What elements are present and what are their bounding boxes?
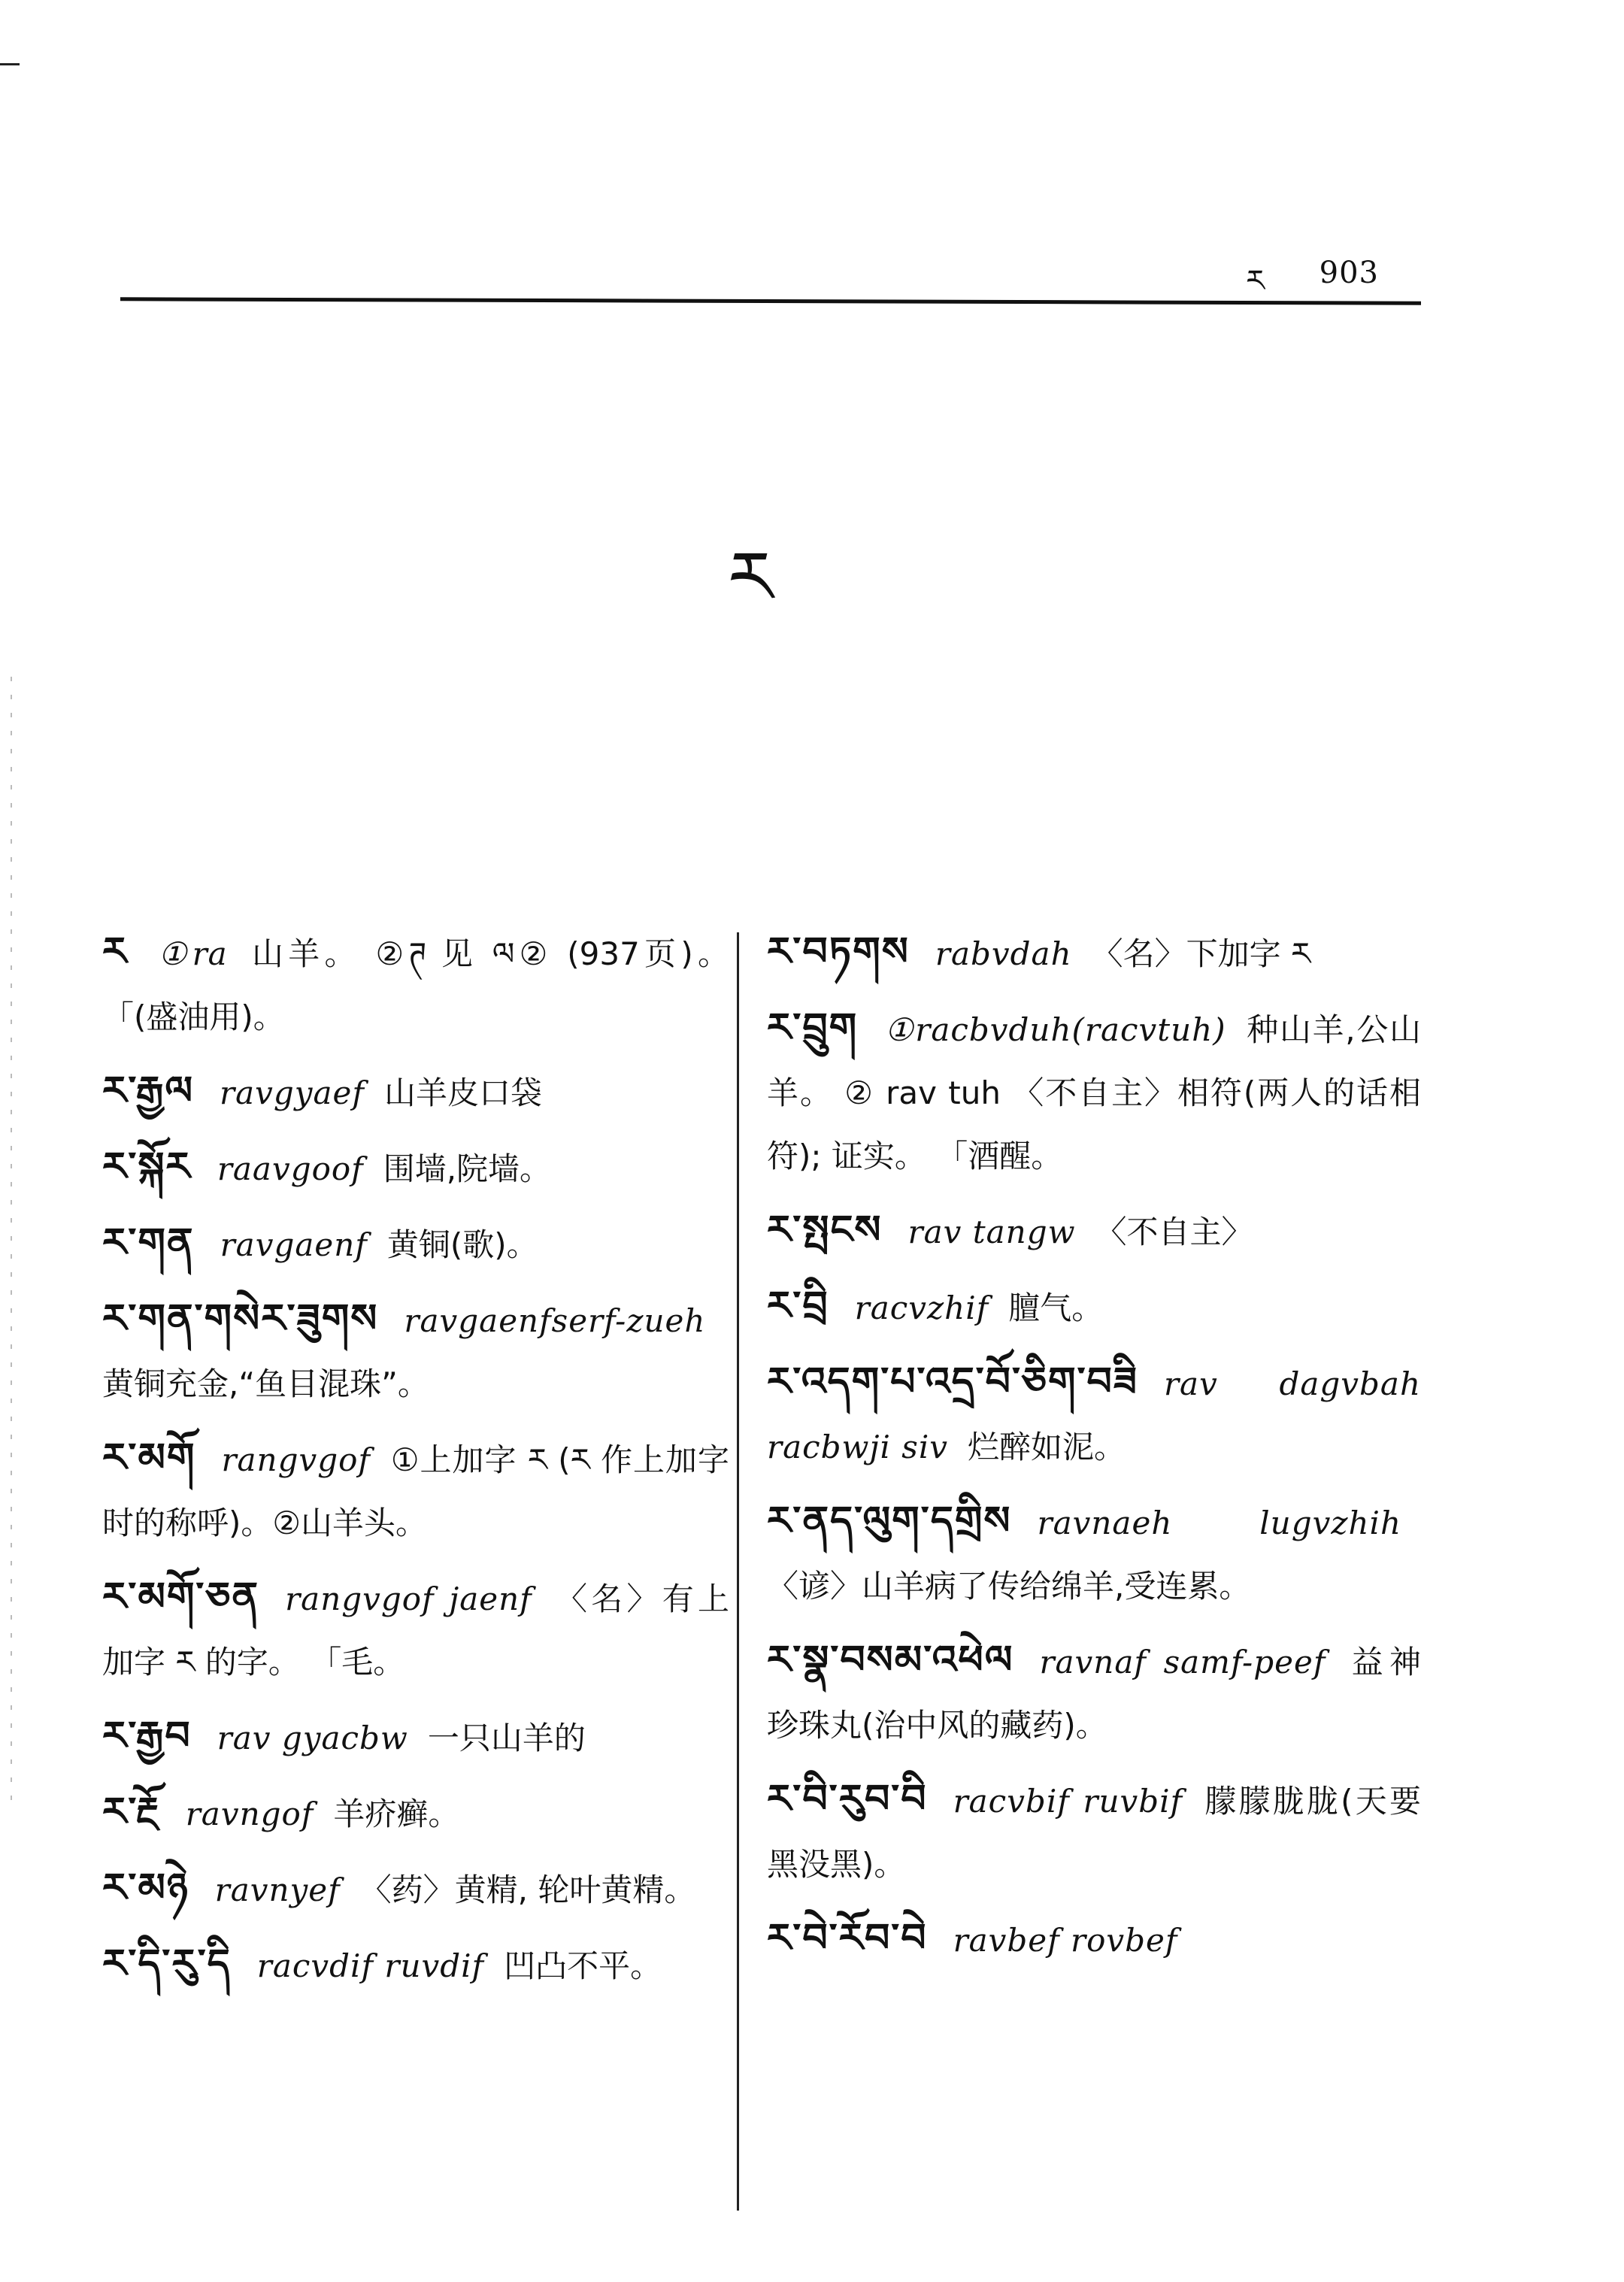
- entry-gloss: 益神珍珠丸(治中风的藏药)。: [767, 1644, 1421, 1744]
- entry-transliteration: ravnaeh lugvzhih: [1037, 1505, 1401, 1541]
- page-header: [120, 241, 1421, 316]
- entry-gloss: 〈名〉有上加字 ར 的字。 「毛。: [102, 1580, 729, 1680]
- entry-gloss: 〈名〉下加字 ར: [1091, 935, 1311, 972]
- dictionary-entry: [767, 1490, 1421, 1618]
- dictionary-entry: [102, 920, 729, 1049]
- entry-transliteration: rav gyacbw: [217, 1720, 408, 1756]
- entry-gloss: 羊疥癣。: [333, 1796, 460, 1832]
- dictionary-entry: [767, 1274, 1421, 1340]
- entry-headword: ར་རྒྱབ: [102, 1714, 192, 1759]
- entry-gloss: 山羊。 ②ཊ 见 ལ② (937页)。 「(盛油用)。: [102, 935, 729, 1035]
- dictionary-entry: [102, 1287, 729, 1416]
- entry-headword: ར་དི་རུ་དི: [102, 1941, 232, 1987]
- margin-tick: [0, 63, 20, 65]
- dictionary-entry: [102, 1780, 729, 1846]
- entry-transliteration: ①ra: [153, 935, 228, 972]
- entry-transliteration: ravngof: [185, 1796, 314, 1832]
- entry-headword: ར་བྲུག: [767, 1005, 859, 1050]
- section-letter: ར: [728, 535, 773, 620]
- dictionary-entry: [767, 996, 1421, 1188]
- entry-headword: ར་སྐོར: [102, 1144, 192, 1189]
- entry-headword: ར་བྲི: [767, 1283, 829, 1329]
- entry-transliteration: rabvdah: [935, 935, 1072, 972]
- entry-transliteration: rav dagvbah racbwji siv: [767, 1365, 1421, 1465]
- entry-gloss: 〈药〉黄精, 轮叶黄精。: [359, 1871, 696, 1908]
- header-glyph: ར: [1246, 264, 1265, 299]
- dictionary-entry: [102, 1135, 729, 1201]
- entry-transliteration: ravgyaef: [220, 1074, 365, 1111]
- entry-headword: ར་མཉེ: [102, 1865, 189, 1911]
- dictionary-entry: [102, 1705, 729, 1770]
- entry-gloss: 朦朦胧胧(天要黑没黑)。: [767, 1783, 1421, 1883]
- dictionary-entry: [767, 1199, 1421, 1264]
- entry-transliteration: ①racbvduh(racvtuh): [883, 1011, 1226, 1048]
- entry-headword: ར་བི་རུབ་བི: [767, 1777, 928, 1822]
- dictionary-entry: [767, 920, 1421, 986]
- entry-gloss: 膻气。: [1008, 1289, 1104, 1326]
- entry-gloss: 烂醉如泥。: [968, 1429, 1126, 1465]
- entry-transliteration: racvdif ruvdif: [256, 1947, 485, 1984]
- entry-gloss: 黄铜(歌)。: [386, 1226, 538, 1263]
- entry-transliteration: ravnaf samf-peef: [1039, 1644, 1326, 1680]
- entry-headword: ར་གན: [102, 1220, 195, 1265]
- entry-gloss: 〈谚〉山羊病了传给绵羊,受连累。: [767, 1568, 1251, 1605]
- dictionary-entry: [102, 1426, 729, 1555]
- dictionary-entry: [767, 1768, 1421, 1896]
- entry-transliteration: rav tangw: [907, 1214, 1076, 1250]
- entry-headword: ར་མགོ་ཅན: [102, 1574, 260, 1620]
- entry-transliteration: ravgaenfserf-zueh: [404, 1302, 706, 1339]
- entry-headword: ར་བེ་རོབ་བེ: [767, 1916, 928, 1961]
- dictionary-entry: [102, 1059, 729, 1125]
- entry-transliteration: rangvgof: [221, 1441, 371, 1478]
- entry-headword: ར་སྣ་བསམ་འཕེལ: [767, 1638, 1014, 1683]
- entry-transliteration: racvbif ruvbif: [953, 1783, 1183, 1820]
- entry-transliteration: raavgoof: [217, 1150, 364, 1187]
- entry-gloss: 围墙,院墙。: [383, 1150, 552, 1187]
- entry-transliteration: ravgaenf: [220, 1226, 368, 1263]
- header-rule: [120, 297, 1421, 305]
- dictionary-entry: [102, 1565, 729, 1694]
- entry-gloss: 〈不自主〉: [1095, 1214, 1253, 1250]
- entry-gloss: 一只山羊的: [427, 1720, 586, 1756]
- entry-headword: ར་སྤངས: [767, 1208, 883, 1253]
- entry-gloss: ①上加字 ར (ར 作上加字时的称呼)。②山羊头。: [102, 1441, 729, 1541]
- entry-headword: ར་མགོ: [102, 1435, 196, 1480]
- left-column: [102, 920, 729, 2008]
- column-divider: [737, 932, 739, 2211]
- entry-headword: ར: [102, 929, 129, 974]
- dictionary-entry: [102, 1856, 729, 1922]
- dictionary-entry: [767, 1350, 1421, 1479]
- entry-transliteration: ravbef rovbef: [953, 1922, 1178, 1959]
- entry-headword: ར་འདག་པ་འདྲ་བོ་ཅིག་བཟི: [767, 1359, 1138, 1405]
- entry-gloss: 黄铜充金,“鱼目混珠”。: [102, 1365, 429, 1402]
- dictionary-entry: [102, 1932, 729, 1998]
- entry-headword: ར་གན་གསེར་ཟུགས: [102, 1296, 379, 1341]
- entry-headword: ར་རྒྱལ: [102, 1068, 195, 1114]
- dictionary-entry: [102, 1211, 729, 1277]
- dictionary-entry: [767, 1907, 1421, 1972]
- entry-gloss: 种山羊,公山羊。 ② rav tuh 〈不自主〉相符(两人的话相符); 证实。 「酒醒。: [767, 1011, 1421, 1174]
- right-column: [767, 920, 1421, 1983]
- entry-gloss: 凹凸不平。: [504, 1947, 662, 1984]
- page-number: 903: [1319, 256, 1379, 290]
- entry-transliteration: ravnyef: [214, 1871, 341, 1908]
- scan-edge: [11, 677, 12, 1805]
- entry-headword: ར་རྔོ: [102, 1790, 160, 1835]
- dictionary-entry: [767, 1629, 1421, 1757]
- entry-headword: ར་ནད་ལུག་དགྲིས: [767, 1499, 1012, 1544]
- entry-transliteration: racvzhif: [854, 1289, 989, 1326]
- entry-headword: ར་བཏགས: [767, 929, 910, 974]
- entry-transliteration: rangvgof jaenf: [285, 1580, 532, 1617]
- entry-gloss: 山羊皮口袋: [383, 1074, 542, 1111]
